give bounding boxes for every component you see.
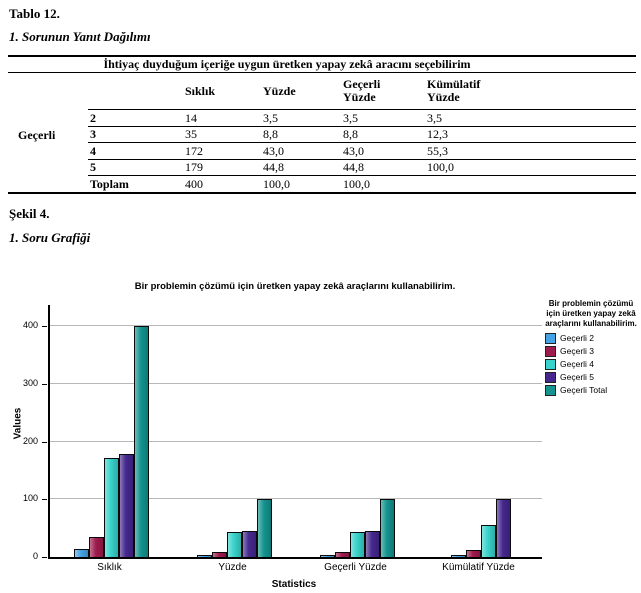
row-label: 2 xyxy=(90,111,96,125)
table-cell: 14 xyxy=(185,111,197,125)
x-category-label: Kümülatif Yüzde xyxy=(442,562,515,573)
legend-label: Geçerli Total xyxy=(560,385,608,395)
table-cell: 100,0 xyxy=(427,160,454,174)
bar-geçerli-3 xyxy=(212,552,227,557)
legend-swatch-icon xyxy=(545,359,556,370)
legend-label: Geçerli 3 xyxy=(560,346,595,356)
bar-geçerli-3 xyxy=(466,550,481,557)
legend-item xyxy=(545,332,637,344)
bar-geçerli-5 xyxy=(365,531,380,557)
bar-geçerli-4 xyxy=(227,532,242,557)
table-cell: 400 xyxy=(185,177,203,191)
table-cell: 12,3 xyxy=(427,127,448,141)
bar-geçerli-4 xyxy=(350,532,365,557)
bar-geçerli-5 xyxy=(242,531,257,557)
table-cell: 44,8 xyxy=(343,160,364,174)
y-tick-mark xyxy=(42,442,47,443)
legend-item xyxy=(545,371,637,383)
table-cell: 44,8 xyxy=(263,160,284,174)
bar-group xyxy=(173,305,296,557)
legend-item xyxy=(545,345,637,357)
x-axis-title: Statistics xyxy=(271,579,317,590)
bar-geçerli-total xyxy=(257,499,272,557)
legend-swatch-icon xyxy=(545,385,556,396)
row-label: Toplam xyxy=(90,177,129,191)
legend-label: Geçerli 5 xyxy=(560,372,595,382)
bar-geçerli-5 xyxy=(119,454,134,557)
bar-geçerli-4 xyxy=(104,458,119,557)
legend-item xyxy=(545,384,637,396)
table-title: İhtiyaç duyduğum içeriğe uygun üretken yapay zekâ aracını seçebilirim xyxy=(103,57,471,71)
table-row xyxy=(8,159,636,175)
legend-swatch-icon xyxy=(545,372,556,383)
y-tick-mark xyxy=(42,326,47,327)
table-subcaption: 1. Sorunun Yanıt Dağılımı xyxy=(9,29,151,44)
bar-geçerli-2 xyxy=(74,549,89,557)
table-cell: 100,0 xyxy=(343,177,370,191)
legend-title: Bir problemin çözümü için üretken yapay zekâ araçlarını kullanabilirim. xyxy=(545,299,637,328)
column-header-gecerli-yuzde: Geçerli Yüzde xyxy=(343,77,381,104)
table-row xyxy=(8,126,636,142)
table-cell: 55,3 xyxy=(427,144,448,158)
plot-area xyxy=(48,305,542,559)
legend-label: Geçerli 2 xyxy=(560,333,595,343)
bar-geçerli-total xyxy=(134,326,149,557)
table-caption: Tablo 12. xyxy=(9,6,60,21)
legend-item xyxy=(545,358,637,370)
bar-geçerli-3 xyxy=(89,537,104,557)
table-cell: 8,8 xyxy=(263,127,278,141)
table-row xyxy=(8,110,636,126)
x-category-label: Yüzde xyxy=(218,562,247,573)
x-category-label: Sıklık xyxy=(97,562,122,573)
row-group-label: Geçerli xyxy=(18,128,56,142)
figure-caption: Şekil 4. xyxy=(9,206,50,221)
y-tick-label: 200 xyxy=(22,435,38,446)
chart-legend xyxy=(545,299,637,397)
table-cell: 3,5 xyxy=(343,111,358,125)
table-cell: 35 xyxy=(185,127,197,141)
row-label: 4 xyxy=(90,144,96,158)
table-cell: 179 xyxy=(185,160,203,174)
y-tick-mark xyxy=(42,499,47,500)
chart-title: Bir problemin çözümü için üretken yapay zekâ araçlarını kullanabilirim. xyxy=(134,281,456,292)
x-category-label: Geçerli Yüzde xyxy=(324,562,387,573)
bar-group xyxy=(296,305,419,557)
legend-swatch-icon xyxy=(545,346,556,357)
table-rule-bottom xyxy=(8,192,636,194)
figure-subcaption: 1. Soru Grafiği xyxy=(9,230,91,245)
bar-group xyxy=(419,305,542,557)
bar-group xyxy=(50,305,173,557)
table-cell: 8,8 xyxy=(343,127,358,141)
y-tick-label: 300 xyxy=(22,377,38,388)
legend-swatch-icon xyxy=(545,333,556,344)
table-cell: 3,5 xyxy=(263,111,278,125)
y-tick-mark xyxy=(42,384,47,385)
table-cell: 172 xyxy=(185,144,203,158)
bar-geçerli-5 xyxy=(496,499,511,557)
row-label: 5 xyxy=(90,160,96,174)
table-header-row xyxy=(8,73,636,109)
table-cell: 43,0 xyxy=(263,144,284,158)
frequency-table xyxy=(8,55,636,194)
bar-geçerli-2 xyxy=(320,555,335,557)
y-tick-label: 100 xyxy=(22,493,38,504)
y-axis-title: Values xyxy=(12,407,24,440)
y-tick-mark xyxy=(42,557,47,558)
column-header-kumulatif-yuzde: Kümülatif Yüzde xyxy=(427,77,481,104)
column-header-yuzde: Yüzde xyxy=(263,83,296,98)
row-label: 3 xyxy=(90,127,96,141)
bar-geçerli-3 xyxy=(335,552,350,557)
bar-geçerli-2 xyxy=(197,555,212,557)
bar-geçerli-total xyxy=(380,499,395,557)
table-cell: 100,0 xyxy=(263,177,290,191)
y-tick-label: 400 xyxy=(22,320,38,330)
bar-geçerli-2 xyxy=(451,555,466,557)
bar-geçerli-4 xyxy=(481,525,496,557)
table-cell: 3,5 xyxy=(427,111,442,125)
table-row xyxy=(8,143,636,159)
legend-label: Geçerli 4 xyxy=(560,359,595,369)
legend-items xyxy=(545,332,637,396)
y-tick-label: 0 xyxy=(32,551,38,561)
column-header-siklik: Sıklık xyxy=(185,83,216,98)
table-row xyxy=(8,176,636,192)
table-cell: 43,0 xyxy=(343,144,364,158)
